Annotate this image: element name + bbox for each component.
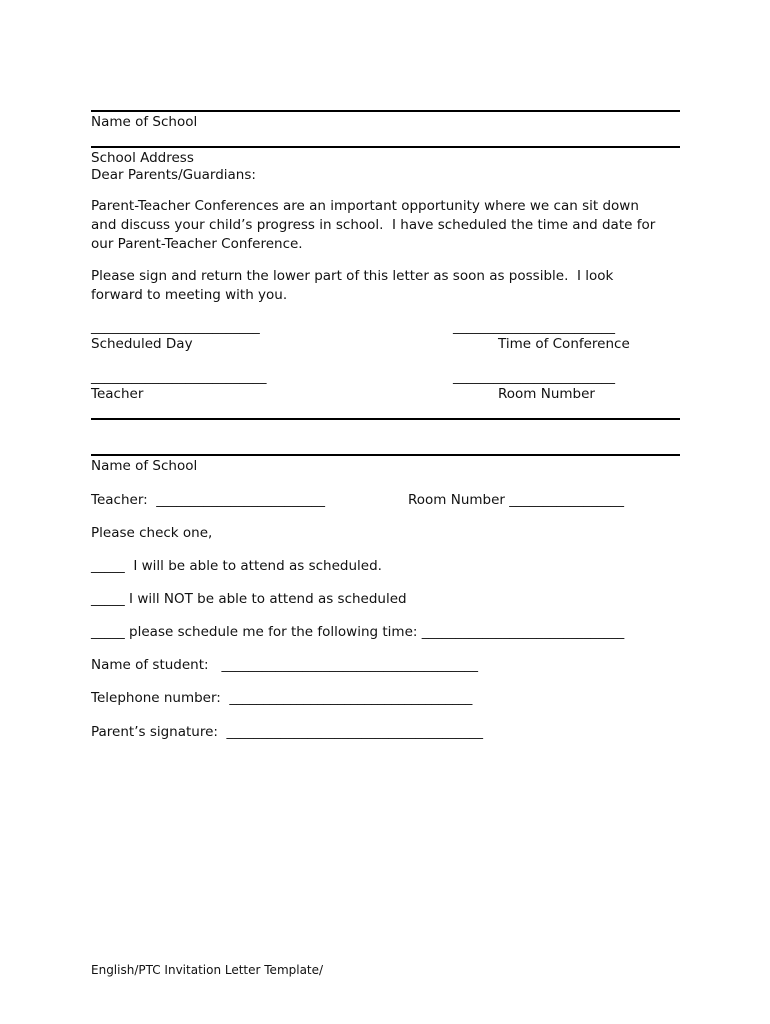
conference-time-blank: ________________________ [453, 319, 615, 335]
conference-time-label: Time of Conference [498, 336, 630, 352]
school-address: School Address [91, 150, 194, 166]
room-number-blank: ________________________ [453, 369, 615, 385]
reply-teacher-field: Teacher: _________________________ [91, 492, 326, 508]
reply-room-number-field: Room Number _________________ [408, 492, 625, 508]
telephone-field: Telephone number: ____________________________________ [91, 690, 473, 706]
top-rule [91, 110, 680, 112]
room-number-label: Room Number [498, 386, 595, 402]
address-rule [91, 146, 680, 148]
teacher-label: Teacher [91, 386, 144, 402]
paragraph-2-line-1: Please sign and return the lower part of this letter as soon as possible. I look [91, 268, 614, 284]
option-not-attend: _____ I will NOT be able to attend as scheduled [91, 591, 407, 607]
footer-text: English/PTC Invitation Letter Template/ [91, 963, 324, 977]
paragraph-2-line-2: forward to meeting with you. [91, 287, 288, 303]
parent-signature-field: Parent’s signature: ______________________________________ [91, 724, 484, 740]
salutation: Dear Parents/Guardians: [91, 167, 256, 183]
reply-rule [91, 454, 680, 456]
check-prompt: Please check one, [91, 525, 213, 541]
option-attend: _____ I will be able to attend as scheduled. [91, 558, 382, 574]
paragraph-1-line-3: our Parent-Teacher Conference. [91, 236, 303, 252]
paragraph-1-line-1: Parent-Teacher Conferences are an important opportunity where we can sit down [91, 198, 639, 214]
school-name: Name of School [91, 114, 198, 130]
paragraph-1-line-2: and discuss your child’s progress in school. I have scheduled the time and date for [91, 217, 656, 233]
teacher-blank: __________________________ [91, 369, 267, 385]
option-reschedule: _____ please schedule me for the following time: ______________________________ [91, 624, 625, 640]
student-name-field: Name of student: ______________________________________ [91, 657, 478, 673]
scheduled-day-label: Scheduled Day [91, 336, 193, 352]
scheduled-day-blank: _________________________ [91, 319, 260, 335]
separator-rule [91, 418, 680, 420]
reply-school-name: Name of School [91, 458, 198, 474]
